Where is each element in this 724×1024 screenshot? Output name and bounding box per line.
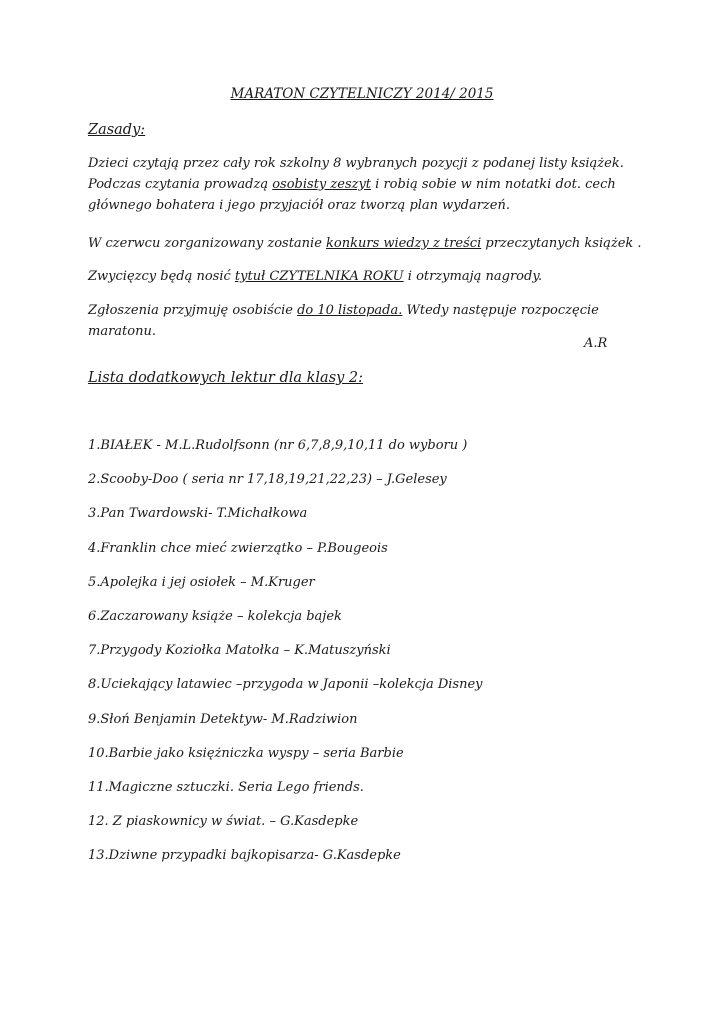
document-title: MARATON CZYTELNICZY 2014/ 2015 (230, 86, 494, 102)
paragraph-rules-1 (88, 153, 648, 216)
list-item: 6.Zaczarowany książe – kolekcja bajek (88, 608, 342, 624)
list-item: 13.Dziwne przypadki bajkopisarza- G.Kasdepke (88, 848, 401, 864)
book-list (88, 436, 648, 880)
text: i otrzymają nagrody. (403, 269, 543, 284)
list-item: 10.Barbie jako księżniczka wyspy – seria Barbie (88, 745, 404, 761)
underlined-text: do 10 listopada. (297, 303, 403, 318)
text: przeczytanych książek . (481, 236, 642, 251)
paragraph-rules-3 (88, 266, 648, 287)
list-item: 4.Franklin chce mieć zwierzątko – P.Bougeois (88, 540, 388, 556)
list-item: 3.Pan Twardowski- T.Michałkowa (88, 506, 308, 522)
rules-heading: Zasady: (88, 122, 146, 138)
list-item: 5.Apolejka i jej osiołek – M.Kruger (88, 574, 315, 590)
signature: A.R (584, 336, 608, 351)
list-item: 7.Przygody Koziołka Matołka – K.Matuszyński (88, 643, 391, 659)
underlined-text: konkurs wiedzy z treści (326, 236, 482, 251)
text: Zgłoszenia przyjmuję osobiście (88, 303, 298, 318)
underlined-text: tytuł CZYTELNIKA ROKU (234, 269, 404, 284)
list-item: 12. Z piaskownicy w świat. – G.Kasdepke (88, 814, 359, 830)
text: Dzieci czytają przez cały rok szkolny 8 wybranych pozycji z podanej listy książek. Podczas czytania prowadzą (88, 156, 624, 192)
underlined-text: osobisty zeszyt (272, 177, 372, 192)
list-item: 8.Uciekający latawiec –przygoda w Japonii –kolekcja Disney (88, 677, 483, 693)
list-item: 2.Scooby-Doo ( seria nr 17,18,19,21,22,23) – J.Gelesey (88, 472, 447, 488)
text: i robią sobie w nim notatki dot. cech głównego bohatera i jego przyjaciół oraz tworzą plan wydarzeń. (88, 177, 616, 213)
text: Wtedy następuje rozpoczęcie maratonu. (88, 303, 599, 339)
list-heading: Lista dodatkowych lektur dla klasy 2: (88, 370, 364, 386)
list-item: 1.BIAŁEK - M.L.Rudolfsonn (nr 6,7,8,9,10,11 do wyboru ) (88, 438, 468, 453)
text: W czerwcu zorganizowany zostanie (88, 236, 327, 251)
paragraph-rules-2 (88, 233, 648, 254)
list-item: 9.Słoń Benjamin Detektyw- M.Radziwion (88, 711, 358, 727)
text: Zwycięzcy będą nosić (88, 269, 235, 284)
list-item: 11.Magiczne sztuczki. Seria Lego friends. (88, 779, 364, 795)
paragraph-rules-4 (88, 300, 648, 342)
